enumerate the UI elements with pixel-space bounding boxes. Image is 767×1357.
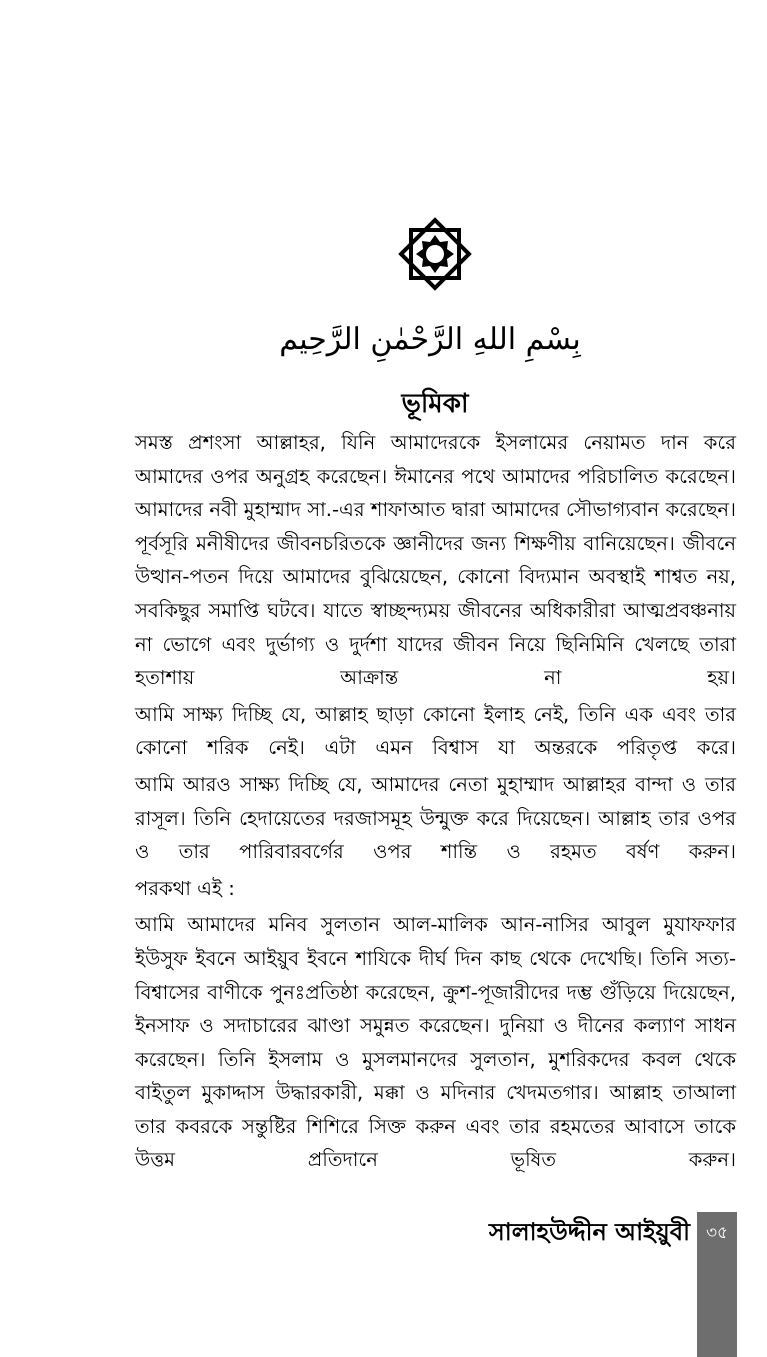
page-number: ৩৫ (705, 1223, 729, 1243)
paragraph: আমি সাক্ষ্য দিচ্ছি যে, আল্লাহ ছাড়া কোনো ইলাহ নেই, তিনি এক এবং তার কোনো শরিক নেই। এটা এমন বিশ্বাস যা অন্তরকে পরিতৃপ্ত করে। (135, 702, 736, 760)
page-number-tab (697, 1212, 737, 1357)
star-ornament-icon (393, 212, 477, 296)
paragraph: সমস্ত প্রশংসা আল্লাহর, যিনি আমাদেরকে ইসলামের নেয়ামত দান করে আমাদের ওপর অনুগ্রহ করেছেন। ঈমানের পথে আমাদের পরিচালিত করেছেন। আমাদের নবী মুহাম্মাদ সা.-এর শাফাআত দ্বারা আমাদের সৌভাগ্যবান করেছেন। পূর্বসূরি মনীষীদের জীবনচরিতকে জ্ঞানীদের জন্য শিক্ষণীয় বানিয়েছেন। জীবনে উত্থান-পতন দিয়ে আমাদের বুঝিয়েছেন, কোনো বিদ্যমান অবস্থাই শাশ্বত নয়, সবকিছুর সমাপ্তি ঘটবে। যাতে স্বাচ্ছন্দ্যময় জীবনের অধিকারীরা আত্মপ্রবঞ্চনায় না ভোগে এবং দুর্ভাগ্য ও দুর্দশা যাদের জীবন নিয়ে ছিনিমিনি খেলছে তারা হতাশায় আক্রান্ত না হয়। (135, 431, 736, 690)
body-text (135, 426, 736, 1177)
paragraph: পরকথা এই : (135, 876, 235, 900)
basmala-calligraphy: بِسْمِ اللهِ الرَّحْمٰنِ الرَّحِيم (279, 322, 581, 357)
page-heading: ভূমিকা (401, 389, 469, 419)
paragraph: আমি আমাদের মনিব সুলতান আল-মালিক আন-নাসির আবুল মুযাফফার ইউসুফ ইবনে আইয়ুব ইবনে শাযিকে দীর্ঘ দিন কাছ থেকে দেখেছি। তিনি সত্য-বিশ্বাসের বাণীকে পুনঃপ্রতিষ্ঠা করেছেন, ক্রুশ-পূজারীদের দম্ভ গুঁড়িয়ে দিয়েছেন, ইনসাফ ও সদাচারের ঝাণ্ডা সমুন্নত করেছেন। দুনিয়া ও দীনের কল্যাণ সাধন করেছেন। তিনি ইসলাম ও মুসলমানদের সুলতান, মুশরিকদের কবল থেকে বাইতুল মুকাদ্দাস উদ্ধারকারী, মক্কা ও মদিনার খেদমতগার। আল্লাহ তাআলা তার কবরকে সন্তুষ্টির শিশিরে সিক্ত করুন এবং তার রহমতের আবাসে তাকে উত্তম প্রতিদানে ভূষিত করুন। (135, 913, 736, 1172)
paragraph: আমি আরও সাক্ষ্য দিচ্ছি যে, আমাদের নেতা মুহাম্মাদ আল্লাহর বান্দা ও তার রাসূল। তিনি হেদায়েতের দরজাসমূহ উন্মুক্ত করে দিয়েছেন। আল্লাহ তার ওপর ও তার পারিবারবর্গের ওপর শান্তি ও রহমত বর্ষণ করুন। (135, 772, 736, 864)
book-title-footer: সালাহউদ্দীন আইয়ুবী (488, 1218, 690, 1246)
